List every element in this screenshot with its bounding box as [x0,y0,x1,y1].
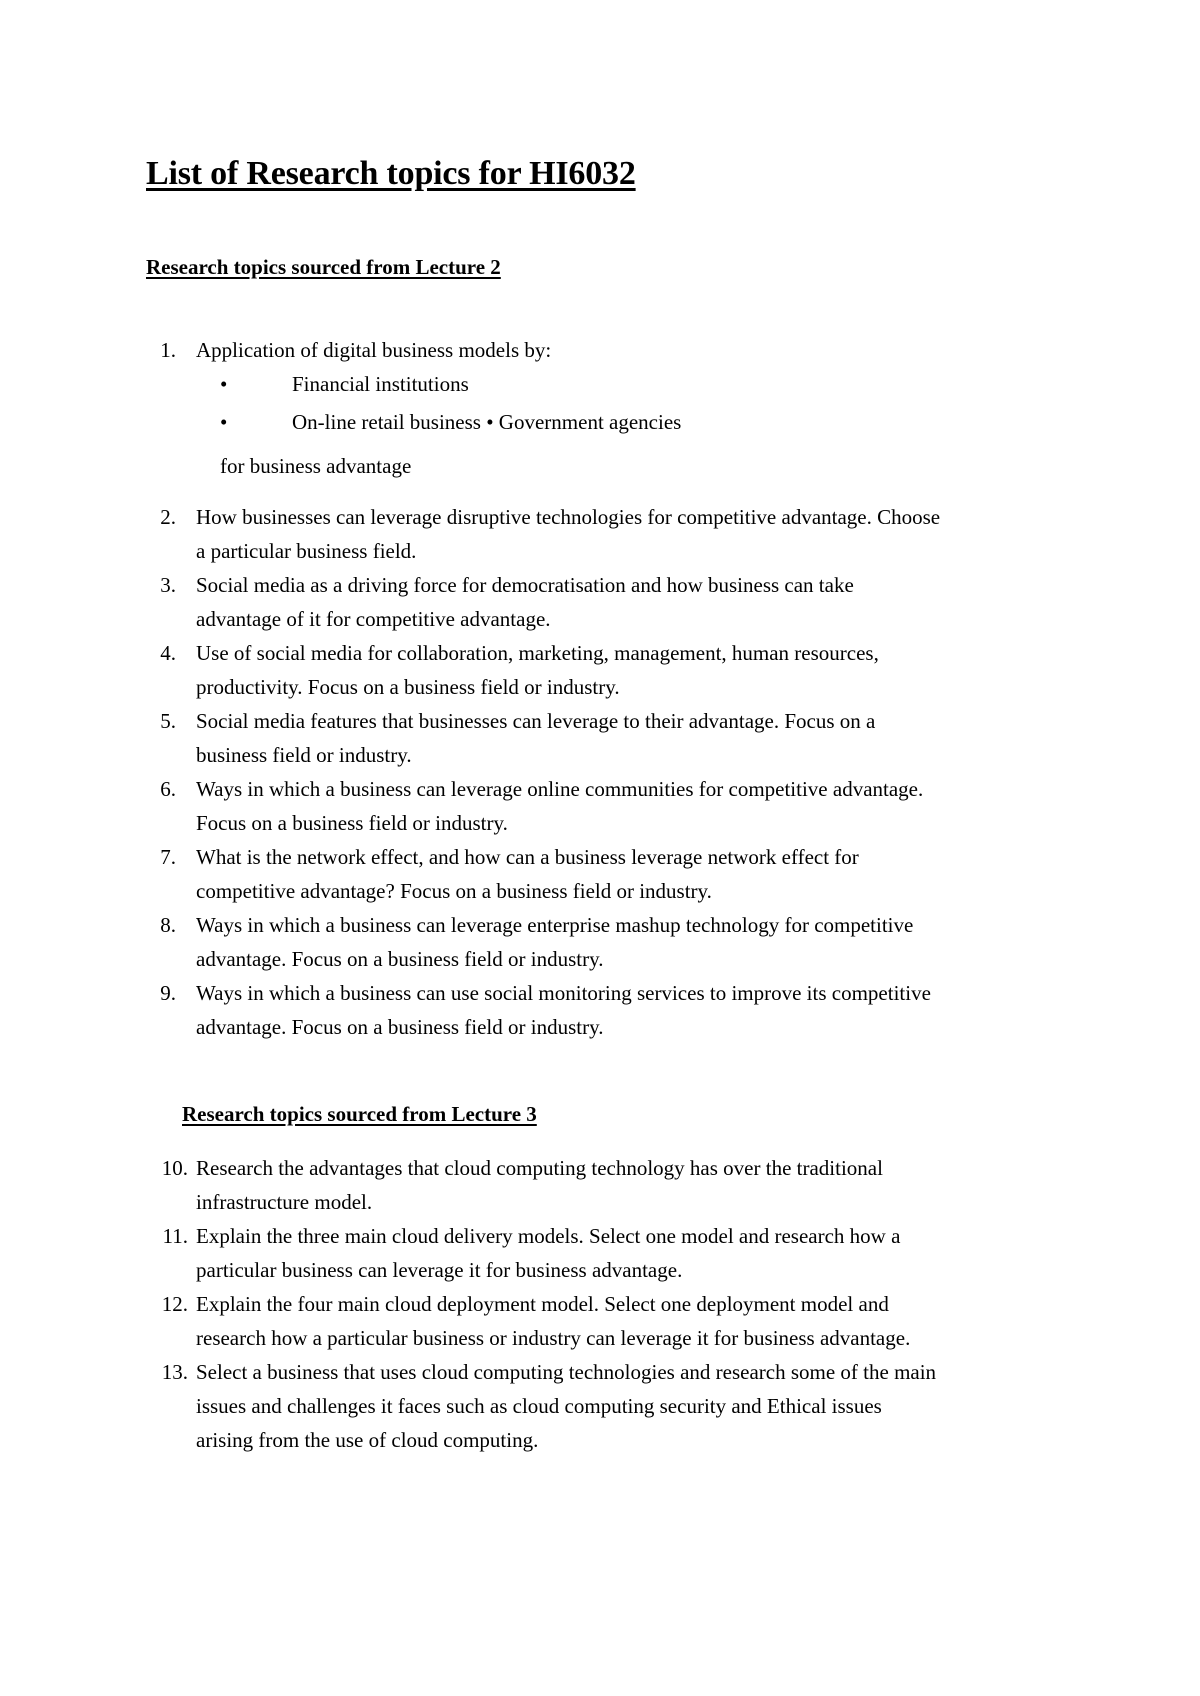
item-text: Ways in which a business can leverage online communities for competitive advantage. [196,777,924,801]
item-text: arising from the use of cloud computing. [196,1428,539,1452]
item-text: Explain the three main cloud delivery models. Select one model and research how a [196,1224,901,1248]
sub-bullet-text: On-line retail business • Government agencies [292,410,682,434]
bullet-icon: • [220,410,228,434]
item-text: Explain the four main cloud deployment model. Select one deployment model and [196,1292,889,1316]
item-number: 11. [162,1224,188,1248]
item-text: infrastructure model. [196,1190,373,1214]
section-heading-lecture-3: Research topics sourced from Lecture 3 [182,1102,537,1126]
item-text: particular business can leverage it for business advantage. [196,1258,683,1282]
document-title: List of Research topics for HI6032 [146,155,636,192]
item-text: productivity. Focus on a business field or industry. [196,675,620,699]
item-text: Research the advantages that cloud computing technology has over the traditional [196,1156,883,1180]
item-text: Social media features that businesses can leverage to their advantage. Focus on a [196,709,876,733]
bullet-icon: • [220,372,228,396]
item-text: a particular business field. [196,539,417,563]
item-text-continuation: for business advantage [220,454,412,478]
item-text: Focus on a business field or industry. [196,811,508,835]
item-number: 12. [161,1292,188,1316]
item-number: 8. [160,913,176,937]
item-number: 5. [160,709,176,733]
item-text: Select a business that uses cloud computing technologies and research some of the main [196,1360,937,1384]
item-number: 3. [160,573,176,597]
item-number: 2. [160,505,176,529]
item-text: competitive advantage? Focus on a business field or industry. [196,879,712,903]
item-text: research how a particular business or industry can leverage it for business advantage. [196,1326,911,1350]
item-number: 13. [161,1360,188,1384]
item-number: 9. [160,981,176,1005]
item-text: Use of social media for collaboration, marketing, management, human resources, [196,641,879,665]
item-text: How businesses can leverage disruptive technologies for competitive advantage. Choose [196,505,941,529]
item-text: advantage. Focus on a business field or industry. [196,947,604,971]
item-number: 6. [160,777,176,801]
item-text: issues and challenges it faces such as cloud computing security and Ethical issues [196,1394,882,1418]
item-text: Social media as a driving force for democratisation and how business can take [196,573,854,597]
sub-bullet-text: Financial institutions [292,372,469,396]
item-number: 7. [160,845,176,869]
item-text: Application of digital business models by: [196,338,552,362]
item-text: advantage. Focus on a business field or industry. [196,1015,604,1039]
item-text: advantage of it for competitive advantage. [196,607,551,631]
item-text: Ways in which a business can leverage enterprise mashup technology for competitive [196,913,914,937]
item-text: Ways in which a business can use social monitoring services to improve its competitive [196,981,931,1005]
item-text: What is the network effect, and how can a business leverage network effect for [196,845,859,869]
item-number: 1. [160,338,176,362]
item-text: business field or industry. [196,743,412,767]
item-number: 4. [160,641,176,665]
item-number: 10. [161,1156,188,1180]
section-heading-lecture-2: Research topics sourced from Lecture 2 [146,255,501,279]
